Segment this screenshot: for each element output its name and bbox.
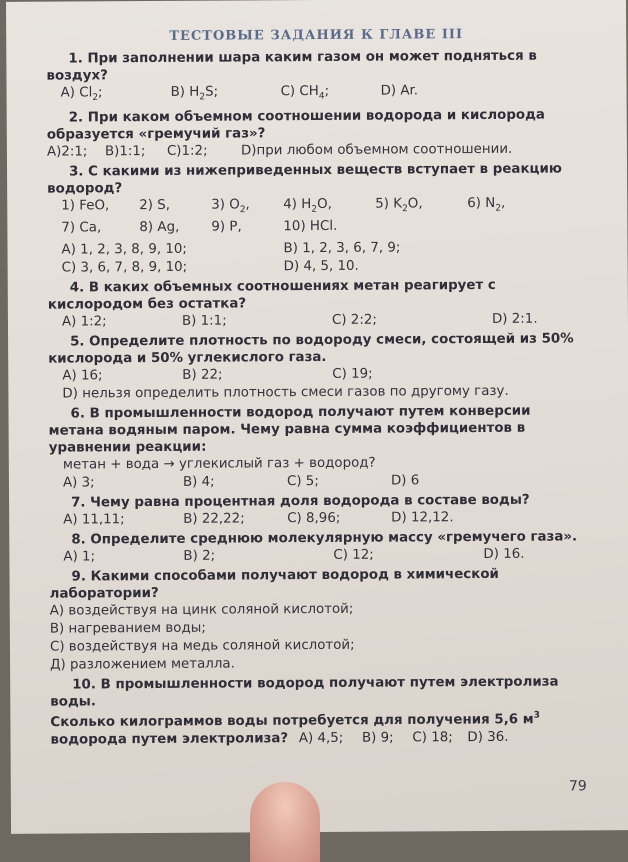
answer-b: B) 1, 2, 3, 6, 7, 9; <box>283 240 401 257</box>
question-7-answers <box>49 509 589 530</box>
question-6-answers <box>49 472 589 493</box>
answer-c: C) 19; <box>332 367 373 383</box>
answer-c: C) воздействуя на медь соляной кислотой; <box>49 638 355 655</box>
question-10-text-cont: Сколько килограммов воды потребуется для получения 5,6 $м^3$ водорода путем электролиза? A) 4,5; B) 9; C) 18; D) 36. <box>50 710 540 748</box>
question-5-text: 5. Определите плотность по водороду смеси, состоящей из 50% кислорода и 50% углекислого газа. <box>48 331 574 367</box>
question-9 <box>49 566 590 675</box>
question-4-answers <box>48 311 588 332</box>
question-6-text: 6. В промышленности водород получают путем конверсии метана водяным паром. Чему равна сумма коэффициентов в уравнении реакции: <box>48 404 531 456</box>
question-9-text: 9. Какими способами получают водород в химической лаборатории? <box>49 567 499 602</box>
answer-b: B) 2; <box>183 548 216 565</box>
question-2-text: 2. При каком объемном соотношении водорода и кислорода образуется «гремучий газ»? <box>46 107 545 143</box>
answer-a: A) воздействуя на цинк соляной кислотой; <box>49 602 354 619</box>
answer-c: C) 8,96; <box>287 511 341 527</box>
question-3-substances-row2: 7) Ca, 8) Ag, 9) P, 10) HCl. <box>61 219 338 236</box>
answer-d: D) 6 <box>390 473 420 489</box>
question-7 <box>49 492 589 530</box>
answer-b: B) 22,22; <box>183 511 245 528</box>
answer-a: A) $Cl_2$; <box>60 85 103 104</box>
answer-b: B) 4; <box>182 474 215 491</box>
answer-c: C)1:2; <box>166 143 208 159</box>
question-2 <box>47 106 587 161</box>
answer-a: A) 16; <box>62 368 103 384</box>
answer-a: A) 1:2; <box>61 314 107 330</box>
question-1-text: 1. При заполнении шара каким газом он может подняться в воздух? <box>46 48 537 84</box>
question-2-answers <box>47 140 587 161</box>
answer-d: D) 12,12. <box>391 510 454 526</box>
answer-a: A) 3; <box>62 475 95 491</box>
textbook-page <box>6 0 628 834</box>
answer-b: B) 1:1; <box>181 313 227 330</box>
question-5-answer-d <box>48 383 588 404</box>
question-8-answers <box>49 546 589 567</box>
page-number: 79 <box>568 778 587 795</box>
answer-c: C) $CH_4$; <box>280 83 330 102</box>
answer-d: D) 2:1. <box>491 311 538 328</box>
question-8 <box>49 529 589 567</box>
answer-d: D) 4, 5, 10. <box>283 259 359 275</box>
test-content <box>46 26 590 748</box>
answer-a: A) 4,5; <box>298 730 344 746</box>
question-6 <box>48 403 589 493</box>
question-10 <box>50 674 590 749</box>
question-4 <box>48 277 588 332</box>
answer-d: Д) разложением металла. <box>50 656 235 673</box>
answer-c: C) 5; <box>286 474 319 490</box>
answer-b: B)1:1; <box>104 143 146 159</box>
answer-d: D) Ar. <box>380 83 419 99</box>
chapter-heading: ТЕСТОВЫЕ ЗАДАНИЯ К ГЛАВЕ III <box>169 27 464 44</box>
question-1 <box>46 47 586 107</box>
answer-b: B) $H_2S$; <box>170 84 219 103</box>
question-8-text: 8. Определите среднюю молекулярную массу «гремучего газа». <box>71 529 578 548</box>
question-10-text: 10. В промышленности водород получают путем электролиза воды. <box>50 674 559 710</box>
answer-c: C) 18; <box>412 729 453 746</box>
question-3-answers-row2 <box>48 257 588 278</box>
answer-a: A) 1; <box>63 549 96 565</box>
answer-d: D) 16. <box>483 547 525 563</box>
answer-d: D) 36. <box>467 729 509 745</box>
answer-c: C) 3, 6, 7, 8, 9, 10; <box>61 260 188 276</box>
answer-c: C) 2:2; <box>331 312 377 329</box>
answer-d: D) нельзя определить плотность смеси газов по другому газу. <box>62 384 509 402</box>
fingertip <box>250 782 320 862</box>
answer-c: C) 12; <box>333 548 374 564</box>
question-3-text: 3. С какими из нижеприведенных веществ вступает в реакцию водород? <box>47 161 562 197</box>
answer-d: D)при любом объемном соотношении. <box>240 141 513 159</box>
answer-a: A)2:1; <box>46 144 88 160</box>
answer-a: A) 11,11; <box>63 512 125 528</box>
question-3-substances-row1: 1) FeO, 2) S, 3) $O_2$, 4) $H_2O$, 5) $K_2O$, 6) $N_2$, <box>61 195 506 215</box>
answer-a: A) 1, 2, 3, 8, 9, 10; <box>61 242 187 258</box>
question-3 <box>47 160 588 278</box>
question-7-text: 7. Чему равна процентная доля водорода в составе воды? <box>71 493 530 511</box>
answer-b: B) 22; <box>182 367 223 384</box>
question-6-equation: метан + вода → углекислый газ + водород? <box>62 455 376 473</box>
question-5 <box>48 331 588 404</box>
answer-b: B) нагреванием воды; <box>49 621 206 637</box>
question-4-text: 4. В каких объемных соотношениях метан реагирует с кислородом без остатка? <box>47 278 496 313</box>
answer-b: B) 9; <box>361 730 394 746</box>
question-1-answers <box>47 81 587 107</box>
